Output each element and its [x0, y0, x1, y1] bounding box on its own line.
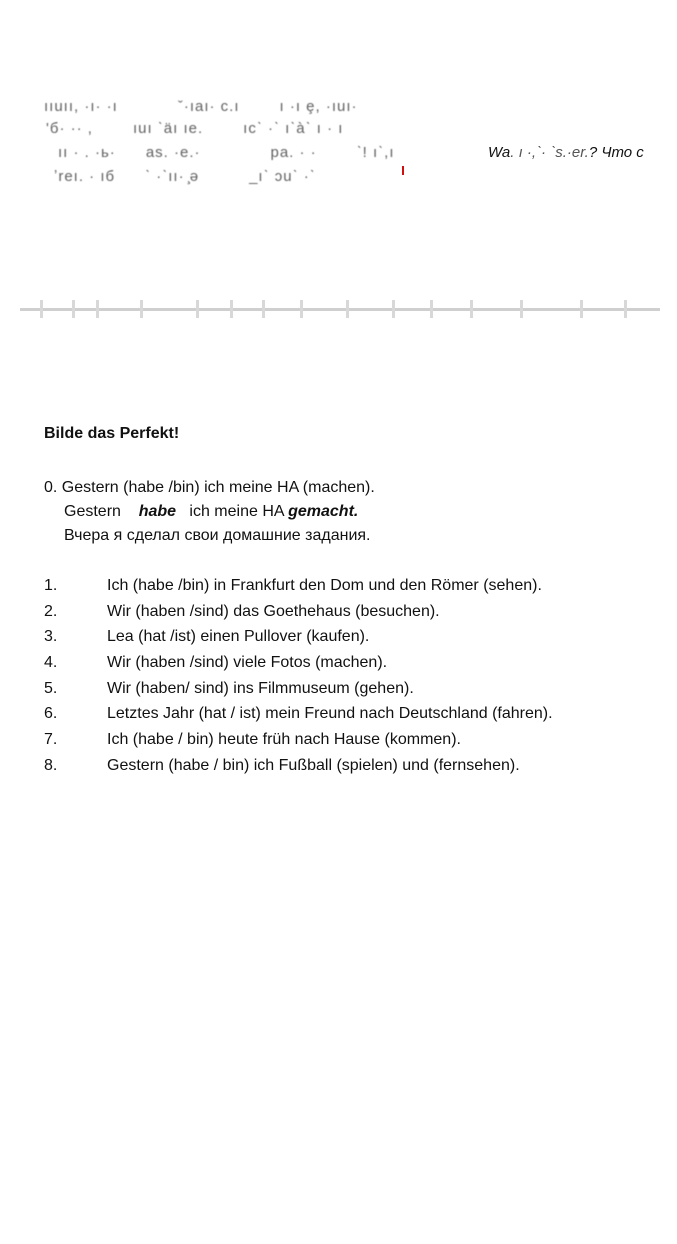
example-block	[44, 476, 375, 548]
exercise-item	[44, 679, 553, 705]
faded-line-2: 'б· ·· , ıuı ˋäı ıe. ıcˋ ·ˋ ıˋàˋ ı · ı	[46, 120, 344, 137]
exercise-text: Lea (hat /ist) einen Pullover (kaufen).	[107, 628, 370, 646]
exercise-number: 3.	[44, 628, 58, 646]
scan-tick	[430, 300, 433, 318]
exercise-text: Ich (habe /bin) in Frankfurt den Dom und den Römer (sehen).	[107, 577, 542, 594]
faded-line-1: ııuıı, ·ı· ·ı ˇ·ıaı· c.ı ı ·ı ȩ, ·ıuı·	[44, 98, 358, 115]
scan-tick	[624, 300, 627, 318]
scan-tick	[346, 300, 349, 318]
scan-tick	[470, 300, 473, 318]
exercise-number: 5.	[44, 679, 58, 697]
scan-tick	[72, 300, 75, 318]
exercise-number: 7.	[44, 731, 58, 749]
exercise-item	[44, 627, 553, 653]
exercise-text: Letztes Jahr (hat / ist) mein Freund nach Deutschland (fahren).	[107, 705, 553, 723]
exercise-item	[44, 756, 553, 782]
example-translation: Вчера я сделал свои домашние задания.	[64, 527, 371, 544]
exercise-text: Wir (haben/ sind) ins Filmmuseum (gehen).	[107, 679, 414, 697]
faded-scan-header	[0, 92, 677, 202]
exercise-item	[44, 730, 553, 756]
exercise-number: 8.	[44, 756, 58, 774]
exercise-number: 4.	[44, 654, 58, 672]
exercise-item	[44, 704, 553, 730]
exercise-text: Gestern (habe / bin) ich Fußball (spielen) und (fernsehen).	[107, 756, 520, 774]
scan-tick	[262, 300, 265, 318]
scan-tick	[230, 300, 233, 318]
exercise-item	[44, 653, 553, 679]
scan-tick	[300, 300, 303, 318]
scan-tick	[196, 300, 199, 318]
scan-tick	[96, 300, 99, 318]
exercise-list	[44, 576, 553, 782]
exercise-item	[44, 602, 553, 628]
red-pen-mark	[402, 166, 404, 175]
exercise-text: Wir (haben /sind) viele Fotos (machen).	[107, 654, 388, 672]
exercise-number: 6.	[44, 705, 58, 723]
exercise-number: 2.	[44, 602, 58, 620]
scan-line	[20, 308, 660, 311]
worksheet-title: Bilde das Perfekt!	[44, 425, 180, 442]
scan-tick	[392, 300, 395, 318]
faded-line-4: ʼreı. · ıб ˋ ·ˋıı· ̧ə _ıˋ ɔuˋ ·ˋ	[54, 168, 316, 185]
exercise-text: Wir (haben /sind) das Goethehaus (besuchen).	[107, 602, 440, 620]
scan-tick	[520, 300, 523, 318]
example-answer	[44, 500, 375, 524]
faded-question-fragment: Wa. ı ·,ˋ· ˋs.·er.? Что с	[488, 144, 644, 161]
scan-tick	[140, 300, 143, 318]
exercise-number: 1.	[44, 577, 58, 594]
example-prompt: 0. Gestern (habe /bin) ich meine HA (machen).	[44, 479, 375, 496]
example-answer-aux: habe	[138, 503, 177, 520]
scan-tick	[580, 300, 583, 318]
exercise-item	[44, 576, 553, 602]
example-answer-participle: gemacht.	[288, 503, 359, 520]
example-answer-middle: ich meine HA	[189, 503, 284, 520]
faded-line-3: ıı · . ·ь· as. ·e.· pa. · · ˋ! ıˋ,ı	[58, 144, 395, 161]
example-answer-start: Gestern	[64, 503, 121, 520]
scan-tick	[40, 300, 43, 318]
exercise-text: Ich (habe / bin) heute früh nach Hause (kommen).	[107, 731, 461, 749]
scan-artifact-strip	[0, 292, 677, 326]
